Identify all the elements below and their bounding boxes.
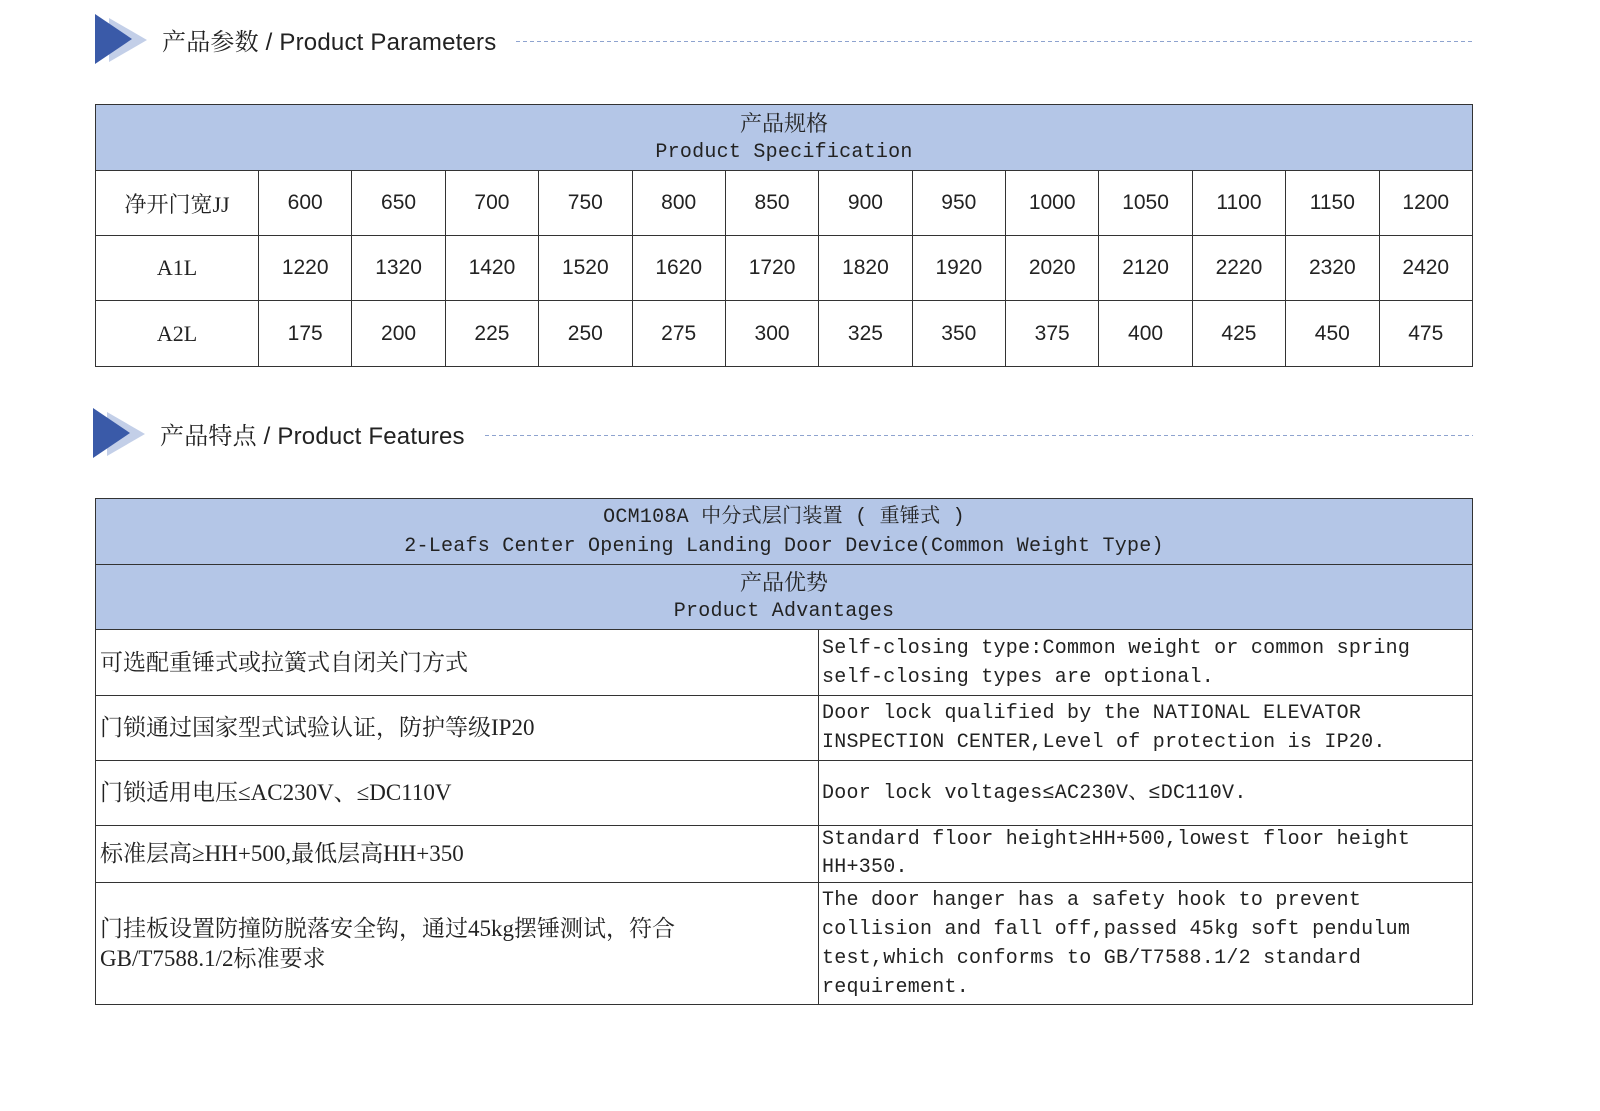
spec-value-cell: 1200 <box>1379 171 1473 236</box>
features-title-en: 2-Leafs Center Opening Landing Door Device(Common Weight Type) <box>404 534 1164 558</box>
spec-value-cell: 475 <box>1379 301 1473 367</box>
feature-en-text: Self-closing type:Common weight or common spring self-closing types are optional. <box>822 636 1411 689</box>
spec-value-cell: 2320 <box>1286 236 1379 301</box>
feature-cn-cell <box>96 826 819 883</box>
spec-header-cn: 产品规格 <box>739 110 828 136</box>
feature-en-cell <box>819 761 1473 826</box>
feature-en-cell <box>819 630 1473 696</box>
feature-cn-text: 门锁适用电压≤AC230V、≤DC110V <box>100 780 452 805</box>
spec-value-cell: 2120 <box>1099 236 1192 301</box>
spec-value-cell: 400 <box>1099 301 1192 367</box>
spec-value-cell: 275 <box>632 301 725 367</box>
spec-value-cell: 2220 <box>1192 236 1285 301</box>
feature-row <box>96 630 1473 696</box>
feature-row <box>96 883 1473 1005</box>
advantages-header-en: Product Advantages <box>673 600 895 623</box>
advantages-header-cell <box>96 565 1473 630</box>
spec-header-en: Product Specification <box>655 140 913 164</box>
section-title-parameters: 产品参数 / Product Parameters <box>162 28 497 56</box>
spec-value-cell: 2020 <box>1006 236 1099 301</box>
spec-value-cell: 225 <box>445 301 538 367</box>
feature-en-cell <box>819 696 1473 761</box>
section-divider <box>516 41 1473 42</box>
spec-value-cell: 650 <box>352 171 445 236</box>
feature-row <box>96 696 1473 761</box>
spec-value-cell: 900 <box>819 171 912 236</box>
spec-value-cell: 200 <box>352 301 445 367</box>
section-header-parameters <box>95 14 1473 64</box>
spec-header-cell <box>96 105 1473 171</box>
spec-row-a1l <box>96 236 1473 301</box>
spec-value-cell: 1050 <box>1099 171 1192 236</box>
feature-en-text: Door lock qualified by the NATIONAL ELEVATOR INSPECTION CENTER,Level of protection is IP20. <box>822 702 1386 754</box>
spec-table <box>95 104 1473 367</box>
spec-row-label: A2L <box>96 301 259 367</box>
feature-en-text: The door hanger has a safety hook to prevent collision and fall off,passed 45kg soft pendulum test,which conforms to GB/T7588.1/2 standard requirement. <box>822 888 1411 999</box>
feature-row <box>96 826 1473 883</box>
feature-cn-cell <box>96 883 819 1005</box>
advantages-header-cn: 产品优势 <box>739 570 828 595</box>
feature-cn-text: 门挂板设置防撞防脱落安全钩，通过45kg摆锤测试，符合GB/T7588.1/2标准要求 <box>100 915 675 971</box>
features-title-cell <box>96 499 1473 565</box>
spec-value-cell: 950 <box>912 171 1005 236</box>
spec-value-cell: 1420 <box>445 236 538 301</box>
feature-row <box>96 761 1473 826</box>
spec-value-cell: 1720 <box>725 236 818 301</box>
spec-value-cell: 1920 <box>912 236 1005 301</box>
feature-cn-cell <box>96 630 819 696</box>
spec-value-cell: 1820 <box>819 236 912 301</box>
spec-value-cell: 350 <box>912 301 1005 367</box>
features-title-row <box>96 499 1473 565</box>
spec-value-cell: 325 <box>819 301 912 367</box>
spec-row-label: 净开门宽JJ <box>96 171 259 236</box>
spec-value-cell: 250 <box>539 301 632 367</box>
spec-value-cell: 1000 <box>1006 171 1099 236</box>
spec-value-cell: 750 <box>539 171 632 236</box>
spec-value-cell: 700 <box>445 171 538 236</box>
feature-cn-text: 门锁通过国家型式试验认证，防护等级IP20 <box>100 715 535 740</box>
spec-value-cell: 425 <box>1192 301 1285 367</box>
feature-en-text: Standard floor height≥HH+500,lowest floor height HH+350. <box>822 828 1411 879</box>
spec-value-cell: 1100 <box>1192 171 1285 236</box>
double-chevron-right-icon <box>93 408 145 458</box>
spec-row-door-width <box>96 171 1473 236</box>
spec-value-cell: 300 <box>725 301 818 367</box>
spec-value-cell: 850 <box>725 171 818 236</box>
feature-cn-cell <box>96 761 819 826</box>
features-table <box>95 498 1473 1005</box>
spec-row-a2l <box>96 301 1473 367</box>
spec-value-cell: 1520 <box>539 236 632 301</box>
spec-header-row <box>96 105 1473 171</box>
feature-en-cell <box>819 826 1473 883</box>
section-divider <box>485 435 1473 436</box>
spec-value-cell: 1220 <box>259 236 352 301</box>
spec-value-cell: 600 <box>259 171 352 236</box>
spec-value-cell: 1320 <box>352 236 445 301</box>
spec-value-cell: 450 <box>1286 301 1379 367</box>
feature-cn-text: 标准层高≥HH+500,最低层高HH+350 <box>100 841 464 866</box>
spec-row-label: A1L <box>96 236 259 301</box>
spec-value-cell: 175 <box>259 301 352 367</box>
section-title-features: 产品特点 / Product Features <box>160 422 465 450</box>
feature-en-text: Door lock voltages≤AC230V、≤DC110V. <box>822 781 1247 805</box>
spec-value-cell: 800 <box>632 171 725 236</box>
feature-cn-cell <box>96 696 819 761</box>
spec-value-cell: 2420 <box>1379 236 1473 301</box>
spec-value-cell: 1150 <box>1286 171 1379 236</box>
double-chevron-right-icon <box>95 14 147 64</box>
features-title-cn: OCM108A 中分式层门装置 ( 重锤式 ) <box>603 505 965 529</box>
section-header-features <box>93 408 1473 458</box>
feature-en-cell <box>819 883 1473 1005</box>
advantages-header-row <box>96 565 1473 630</box>
spec-value-cell: 375 <box>1006 301 1099 367</box>
feature-cn-text: 可选配重锤式或拉簧式自闭关门方式 <box>100 649 468 675</box>
spec-value-cell: 1620 <box>632 236 725 301</box>
